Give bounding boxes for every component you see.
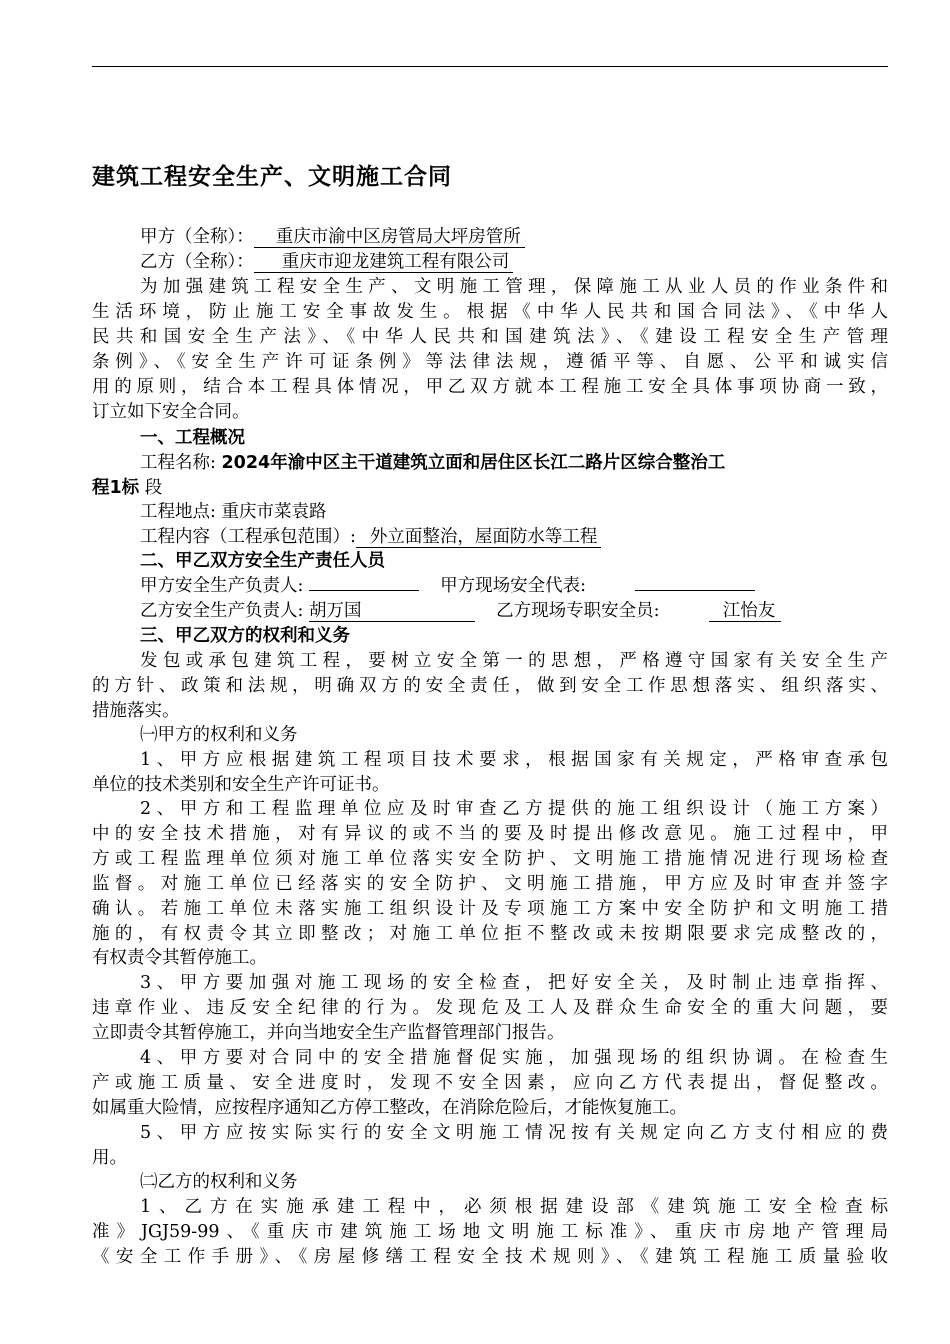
party-a-line xyxy=(140,225,888,250)
paragraph-line: 施的，有权责令其立即整改；对施工单位拒不整改或未按期限要求完成整改的， xyxy=(92,924,888,944)
paragraph-line: 1、乙方在实施承建工程中，必须根据建设部《建筑施工安全检查标 xyxy=(140,1197,888,1217)
project-scope-line xyxy=(140,525,888,550)
paragraph-line: 有权责令其暂停施工。 xyxy=(92,948,267,968)
section-heading: 二、甲乙双方安全生产责任人员 xyxy=(140,551,385,571)
project-site-line xyxy=(140,500,888,525)
intro-line: 条例》、《安全生产许可证条例》等法律法规，遵循平等、自愿、公平和诚实信 xyxy=(92,352,888,372)
paragraph-line: 2、甲方和工程监理单位应及时审查乙方提供的施工组织设计（施工方案） xyxy=(140,799,888,819)
paragraph-line: 发包或承包建筑工程，要树立安全第一的思想，严格遵守国家有关安全生产 xyxy=(140,651,888,671)
paragraph-line: 中的安全技术措施，对有异议的或不当的要及时提出修改意见。施工过程中，甲 xyxy=(92,824,888,844)
paragraph-line: 准》JGJ59-99、《重庆市建筑施工场地文明施工标准》、重庆市房地产管理局 xyxy=(92,1222,888,1242)
party-a-value: 重庆市渝中区房管局大坪房管所 xyxy=(254,227,525,248)
paragraph-line: 监督。对施工单位已经落实的安全防护、文明施工措施，甲方应及时审查并签字 xyxy=(92,874,888,894)
paragraph-line: 单位的技术类别和安全生产许可证书。 xyxy=(92,775,390,795)
party-b-value: 重庆市迎龙建筑工程有限公司 xyxy=(254,252,514,273)
party-b-safety-officer-label: 乙方现场专职安全员: xyxy=(496,601,660,621)
paragraph-line: 方或工程监理单位须对施工单位落实安全防护、文明施工措施情况进行现场检查 xyxy=(92,849,888,869)
paragraph-line: 措施落实。 xyxy=(92,701,180,721)
project-name-label: 工程名称: xyxy=(140,453,216,473)
paragraph-line: 用。 xyxy=(92,1148,127,1168)
party-a-site-rep-value xyxy=(635,590,755,591)
project-name-value-cont: 程1标 xyxy=(92,478,140,498)
party-b-label: 乙方（全称）： xyxy=(140,252,254,272)
paragraph-line: 5、甲方应按实际实行的安全文明施工情况按有关规定向乙方支付相应的费 xyxy=(140,1123,888,1143)
project-site-value: 重庆市菜袁路 xyxy=(221,502,327,522)
document-title: 建筑工程安全生产、文明施工合同 xyxy=(92,164,452,190)
paragraph-line: 违章作业、违反安全纪律的行为。发现危及工人及群众生命安全的重大问题，要 xyxy=(92,998,888,1018)
paragraph-line: 产或施工质量、安全进度时，发现不安全因素，应向乙方代表提出，督促整改。 xyxy=(92,1073,888,1093)
party-b-safety-officer-value: 江怡友 xyxy=(709,601,782,622)
party-b-safety-line xyxy=(140,599,888,624)
party-a-label: 甲方（全称）： xyxy=(140,227,254,247)
project-name-suffix: 段 xyxy=(144,478,163,498)
project-scope-value: 外立面整治，屋面防水等工程 xyxy=(356,527,602,548)
paragraph-line: 确认。若施工单位未落实施工组织设计及专项施工方案中安全防护和文明施工措 xyxy=(92,899,888,919)
intro-line: 为加强建筑工程安全生产、文明施工管理，保障施工从业人员的作业条件和 xyxy=(140,277,888,297)
paragraph-line: 立即责令其暂停施工，并向当地安全生产监督管理部门报告。 xyxy=(92,1023,565,1043)
section-heading: 一、工程概况 xyxy=(140,428,245,448)
project-name-line xyxy=(92,476,888,501)
party-a-site-rep-label: 甲方现场安全代表: xyxy=(440,576,587,596)
paragraph-line: 《安全工作手册》、《房屋修缮工程安全技术规则》、《建筑工程施工质量验收 xyxy=(92,1247,888,1267)
paragraph-line: 1、甲方应根据建筑工程项目技术要求，根据国家有关规定，严格审查承包 xyxy=(140,750,888,770)
intro-line: 民共和国安全生产法》、《中华人民共和国建筑法》、《建设工程安全生产管理 xyxy=(92,327,888,347)
project-scope-label: 工程内容（工程承包范围）: xyxy=(140,527,356,547)
intro-line: 生活环境，防止施工安全事故发生。根据《中华人民共和国合同法》、《中华人 xyxy=(92,302,888,322)
paragraph-line: 的方针、政策和法规，明确双方的安全责任，做到安全工作思想落实、组织落实、 xyxy=(92,676,888,696)
project-site-label: 工程地点: xyxy=(140,502,216,522)
party-b-line xyxy=(140,250,888,275)
party-a-responsible-value xyxy=(309,590,419,591)
paragraph-line: 4、甲方要对合同中的安全措施督促实施，加强现场的组织协调。在检查生 xyxy=(140,1048,888,1068)
project-name-value: 2024年渝中区主干道建筑立面和居住区长江二路片区综合整治工 xyxy=(221,453,726,473)
subsection-heading: ㈠甲方的权利和义务 xyxy=(140,725,298,745)
intro-line: 用的原则，结合本工程具体情况，甲乙双方就本工程施工安全具体事项协商一致， xyxy=(92,377,888,397)
paragraph-line: 如属重大险情，应按程序通知乙方停工整改，在消除危险后，才能恢复施工。 xyxy=(92,1098,687,1118)
section-heading: 三、甲乙双方的权利和义务 xyxy=(140,626,350,646)
party-a-safety-line xyxy=(140,574,888,599)
header-rule xyxy=(92,66,888,67)
paragraph-line: 3、甲方要加强对施工现场的安全检查，把好安全关，及时制止违章指挥、 xyxy=(140,973,888,993)
intro-line: 订立如下安全合同。 xyxy=(92,402,250,422)
party-b-responsible-value: 胡万国 xyxy=(309,601,475,622)
party-b-responsible-label: 乙方安全生产负责人: xyxy=(140,601,304,621)
party-a-responsible-label: 甲方安全生产负责人: xyxy=(140,576,304,596)
subsection-heading: ㈡乙方的权利和义务 xyxy=(140,1172,298,1192)
project-name-line xyxy=(140,451,888,476)
